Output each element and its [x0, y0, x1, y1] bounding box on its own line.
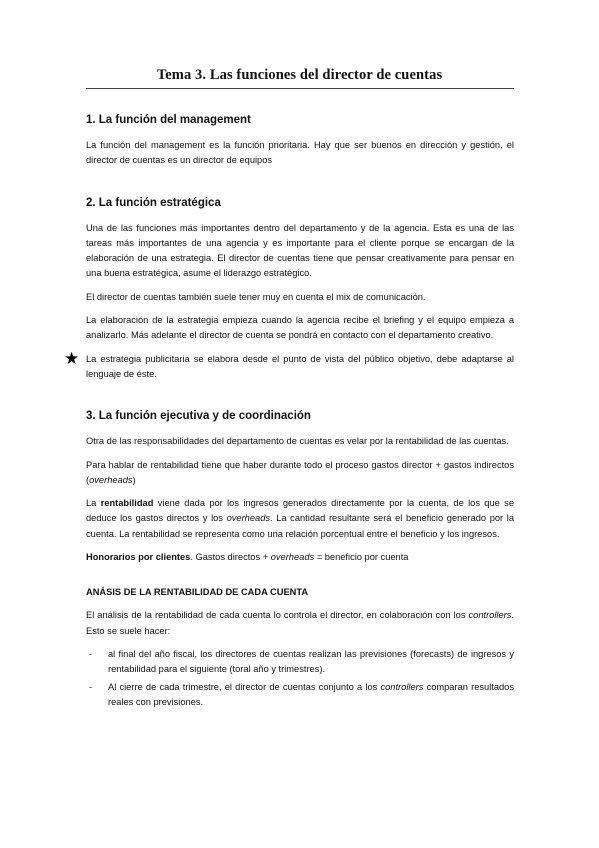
text: viene dada por los ingresos generados directamente por la cuenta, de los que se deduce los gastos directos y los [86, 498, 514, 524]
dash-list [86, 647, 514, 710]
page-title: Tema 3. Las funciones del director de cuentas [156, 67, 443, 83]
paragraph [86, 550, 514, 565]
subsection-heading: ANÁSIS DE LA RENTABILIDAD DE CADA CUENTA [86, 587, 309, 598]
text: comparan resultados reales con previsiones. [108, 681, 515, 707]
emphasis: overheads [89, 474, 133, 485]
paragraph [86, 458, 514, 489]
text: . Gastos directos + [190, 552, 271, 563]
text: ) [132, 474, 136, 485]
bold-term: rentabilidad [100, 498, 154, 509]
list-item [86, 680, 514, 711]
document-body [64, 113, 515, 712]
section-heading-estrategica: 2. La función estratégica [86, 196, 221, 209]
paragraph-text: La estrategia publicitaria se elabora desde el punto de vista del público objetivo, debe adaptarse al lenguaje de éste. [86, 353, 514, 379]
star-icon: ★ [64, 348, 80, 368]
text: . Esto se suele hacer: [86, 610, 514, 636]
dash-bullet: - [89, 648, 93, 659]
bold-term: Honorarios por clientes [86, 552, 191, 563]
paragraph [86, 608, 514, 639]
emphasis: controllers [380, 681, 424, 692]
paragraph: La elaboración de la estrategia empieza cuando la agencia recibe el briefing y el equipo empieza a analizarlo. Más adelante el director de cuenta se pondrá en contacto con el departamento creativo. [86, 315, 514, 341]
text: El análisis de la rentabilidad de cada cuenta lo controla el director, en colaboración con los [86, 610, 469, 621]
paragraph [86, 496, 514, 542]
section-heading-ejecutiva: 3. La función ejecutiva y de coordinación [86, 410, 311, 423]
paragraph: La función del management es la función prioritaria. Hay que ser buenos en dirección y gestión, el director de cuentas es un director de equipos [86, 140, 514, 166]
emphasis: overheads [270, 552, 315, 563]
section-heading-management: 1. La función del management [86, 114, 251, 126]
emphasis: overheads [226, 513, 271, 524]
text: . La cantidad resultante será el beneficio generado por la cuenta. La rentabilidad se representa como una relación porcentual entre el beneficio y los ingresos. [86, 513, 514, 539]
starred-paragraph [64, 348, 514, 383]
paragraph: Una de las funciones más importantes dentro del departamento y de la agencia. Esta es una de las tareas más importantes de una agencia y es importante para el cliente porque se encargan de la elaboración de una estrategia. El director de cuentas tiene que pensar creativamente para pensar en una buena estratégica, asume el liderazgo estratégico. [86, 222, 514, 279]
text: = beneficio por cuenta [314, 552, 409, 563]
title-underline [86, 88, 514, 89]
text: La [86, 498, 101, 509]
text: Para hablar de rentabilidad tiene que haber durante todo el proceso gastos director + gastos indirectos ( [86, 459, 514, 485]
paragraph: El director de cuentas también suele tener muy en cuenta el mix de comunicación. [86, 291, 426, 302]
paragraph: Otra de las responsabilidades del departamento de cuentas es velar por la rentabilidad de las cuentas. [86, 436, 509, 447]
text: al final del año fiscal, los directores de cuentas realizan las previsiones (forecasts) de ingresos y rentabilidad para el siguiente (toral año y trimestres). [108, 648, 514, 675]
text: Al cierre de cada trimestre, el director de cuentas conjunto a los [108, 681, 381, 692]
dash-bullet: - [89, 681, 93, 692]
list-item [86, 647, 514, 678]
emphasis: controllers [468, 610, 512, 621]
